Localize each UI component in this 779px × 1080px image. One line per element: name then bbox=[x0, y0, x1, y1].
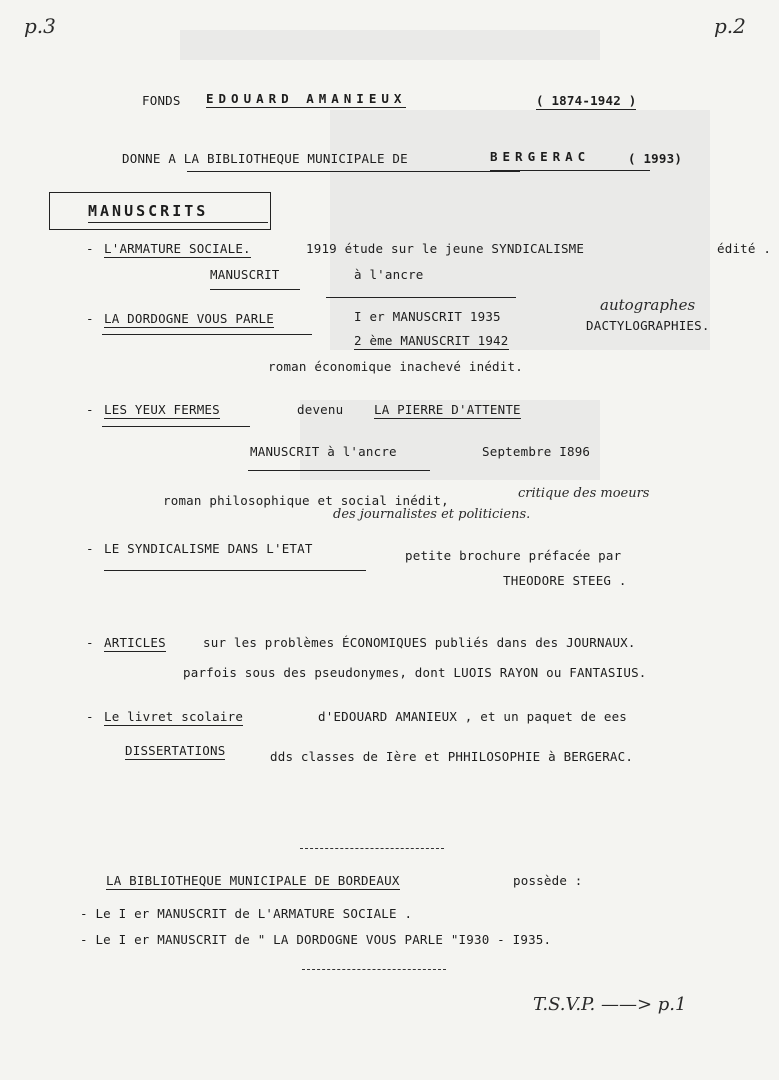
section-title: MANUSCRITS bbox=[88, 202, 209, 220]
syndicalisme-author: THEODORE STEEG . bbox=[503, 573, 627, 588]
dordogne-desc: roman économique inachevé inédit. bbox=[268, 359, 523, 374]
bordeaux-heading: LA BIBLIOTHEQUE MUNICIPALE DE BORDEAUX bbox=[106, 873, 400, 888]
footer-note: T.S.V.P. ——> p.1 bbox=[533, 994, 687, 1015]
header-city-underline bbox=[490, 170, 650, 171]
header-underline bbox=[187, 171, 520, 172]
dordogne-typed: DACTYLOGRAPHIES. bbox=[586, 318, 710, 333]
yeux-handwritten-1: critique des moeurs bbox=[518, 486, 650, 501]
armature-underline bbox=[210, 289, 300, 290]
yeux-became: devenu bbox=[297, 402, 344, 417]
syndicalisme-underline bbox=[104, 570, 366, 571]
armature-ink: à l'ancre bbox=[354, 267, 424, 282]
articles-title: ARTICLES bbox=[104, 635, 166, 650]
dash: - bbox=[86, 311, 94, 326]
yeux-handwritten-2: des journalistes et politiciens. bbox=[333, 507, 531, 522]
yeux-date: Septembre I896 bbox=[482, 444, 591, 459]
header-name: EDOUARD AMANIEUX bbox=[206, 91, 407, 106]
bordeaux-line-2: - Le I er MANUSCRIT de " LA DORDOGNE VOUS PARLE "I930 - I935. bbox=[80, 932, 552, 947]
livret-desc: d'EDOUARD AMANIEUX , et un paquet de ees bbox=[318, 709, 628, 724]
yeux-ms: MANUSCRIT à l'ancre bbox=[250, 444, 397, 459]
separator bbox=[300, 848, 444, 849]
dash: - bbox=[86, 709, 94, 724]
dordogne-ms1: I er MANUSCRIT 1935 bbox=[354, 309, 501, 324]
header-year: ( 1993) bbox=[628, 151, 683, 166]
yeux-underline bbox=[102, 426, 250, 427]
yeux-new-title: LA PIERRE D'ATTENTE bbox=[374, 402, 521, 417]
dash: - bbox=[86, 241, 94, 256]
dissertations-title: DISSERTATIONS bbox=[125, 743, 226, 758]
livret-title: Le livret scolaire bbox=[104, 709, 244, 724]
armature-underline-2 bbox=[326, 297, 516, 298]
header-dates: ( 1874-1942 ) bbox=[536, 93, 637, 108]
bordeaux-verb: possède : bbox=[513, 873, 583, 888]
page-mark-right: p.2 bbox=[714, 14, 746, 38]
armature-status: édité . bbox=[717, 241, 772, 256]
armature-desc: 1919 étude sur le jeune SYNDICALISME bbox=[306, 241, 585, 256]
dash: - bbox=[86, 635, 94, 650]
yeux-title: LES YEUX FERMES bbox=[104, 402, 220, 417]
dordogne-ms2: 2 ème MANUSCRIT 1942 bbox=[354, 333, 509, 348]
articles-desc: sur les problèmes ÉCONOMIQUES publiés dans des JOURNAUX. bbox=[203, 635, 636, 650]
bleed-through bbox=[180, 30, 600, 60]
yeux-ms-underline bbox=[248, 470, 430, 471]
dash: - bbox=[86, 402, 94, 417]
dordogne-handwritten: autographes bbox=[600, 296, 696, 314]
header-city: BERGERAC bbox=[490, 149, 591, 164]
dash: - bbox=[86, 541, 94, 556]
articles-pseudonyms: parfois sous des pseudonymes, dont LUOIS RAYON ou FANTASIUS. bbox=[183, 665, 647, 680]
section-title-underline bbox=[88, 222, 268, 223]
bordeaux-line-1: - Le I er MANUSCRIT de L'ARMATURE SOCIALE . bbox=[80, 906, 413, 921]
header-given: DONNE A LA BIBLIOTHEQUE MUNICIPALE DE bbox=[122, 151, 408, 166]
dordogne-underline bbox=[102, 334, 312, 335]
dissertations-desc: dds classes de Ière et PHHILOSOPHIE à BERGERAC. bbox=[270, 749, 634, 764]
yeux-desc: roman philosophique et social inédit, bbox=[163, 493, 449, 508]
syndicalisme-desc: petite brochure préfacée par bbox=[405, 548, 622, 563]
armature-manuscript: MANUSCRIT bbox=[210, 267, 280, 282]
page-mark-left: p.3 bbox=[24, 14, 56, 38]
dordogne-title: LA DORDOGNE VOUS PARLE bbox=[104, 311, 274, 326]
syndicalisme-title: LE SYNDICALISME DANS L'ETAT bbox=[104, 541, 313, 556]
header-fonds: FONDS bbox=[142, 93, 181, 108]
armature-title: L'ARMATURE SOCIALE. bbox=[104, 241, 251, 256]
separator bbox=[302, 969, 446, 970]
